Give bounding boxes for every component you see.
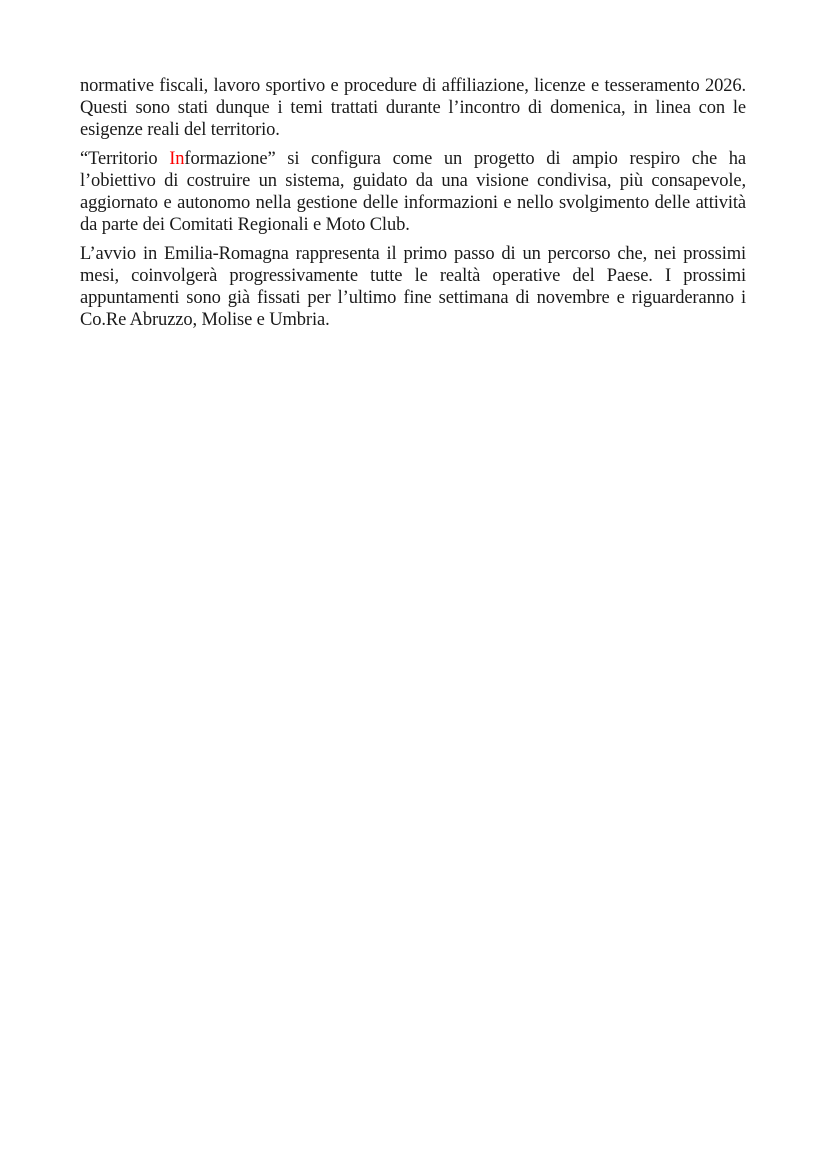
paragraph-territorio-text-before: “Territorio (80, 149, 170, 169)
paragraph-territorio-text-after: formazione” si configura come un progetto di ampio respiro che ha l’obiettivo di costruire un sistema, guidato da una visione condivisa, più consapevole, aggiornato e autonomo nella gestione delle informazioni e nello svolgimento delle attività da parte dei Comitati Regionali e Moto Club. (80, 149, 746, 235)
paragraph-territorio-red-highlight: In (169, 149, 185, 169)
paragraph-territorio-informazione (80, 148, 746, 236)
paragraph-emilia-romagna: L’avvio in Emilia-Romagna rappresenta il primo passo di un percorso che, nei prossimi mesi, coinvolgerà progressivamente tutte le realtà operative del Paese. I prossimi appuntamenti sono già fissati per l’ultimo fine settimana di novembre e riguarderanno i Co.Re Abruzzo, Molise e Umbria. (80, 244, 746, 330)
paragraph-fiscal-topics: normative fiscali, lavoro sportivo e procedure di affiliazione, licenze e tesseramento 2026. Questi sono stati dunque i temi trattati durante l’incontro di domenica, in linea con le esigenze reali del territorio. (80, 76, 746, 140)
